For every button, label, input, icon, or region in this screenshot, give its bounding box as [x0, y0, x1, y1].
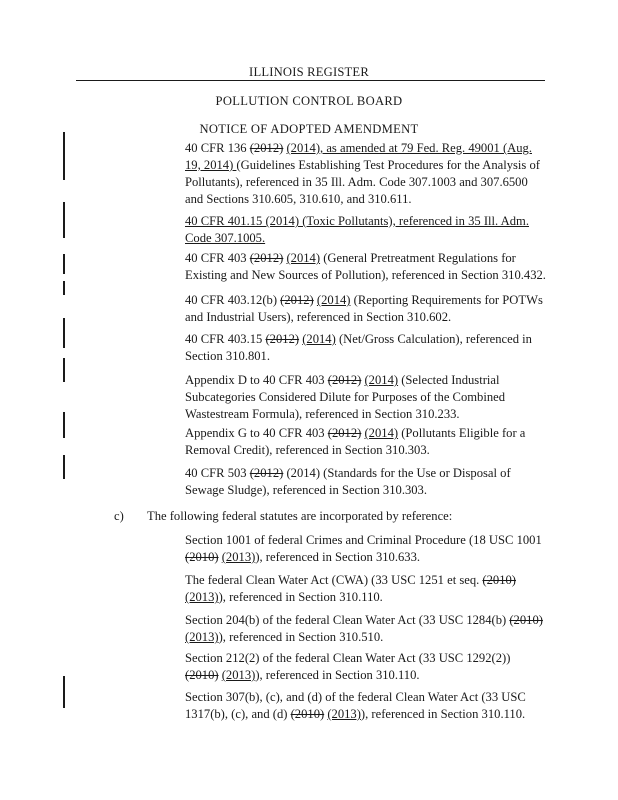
reference-item: 40 CFR 136 (2012) (2014), as amended at 79 Fed. Reg. 49001 (Aug. 19, 2014) (Guidelines Establishing Test Procedures for the Analysis of Pollutants), referenced in 35 Ill. Adm. Code 307.1003 and 307.6500 and Sections 310.605, 310.610, and 310.611.: [185, 141, 540, 206]
inserted-text: (2013): [221, 668, 256, 682]
inserted-text: (2014): [364, 373, 399, 387]
change-bar: [63, 281, 65, 295]
deleted-text: (2012): [327, 373, 362, 387]
deleted-text: (2010): [185, 550, 219, 564]
inserted-text: (2014): [286, 251, 321, 265]
reference-item: [185, 213, 547, 247]
inserted-text: (2013): [185, 590, 219, 604]
statute-item: Section 1001 of federal Crimes and Criminal Procedure (18 USC 1001 (2010) (2013)), referenced in Section 310.633.: [185, 533, 542, 564]
inserted-text: (2014): [364, 426, 399, 440]
deleted-text: (2012): [249, 251, 284, 265]
inserted-text: (2014), as amended at 79 Fed. Reg. 49001 (Aug. 19, 2014): [185, 141, 532, 172]
subsection-label: c): [114, 509, 124, 523]
deleted-text: (2012): [327, 426, 362, 440]
change-bar: [63, 202, 65, 238]
reference-item: Appendix D to 40 CFR 403 (2012) (2014) (Selected Industrial Subcategories Considered Dilute for Purposes of the Combined Wastestream Formula), referenced in Section 310.233.: [185, 373, 506, 421]
deleted-text: (2010): [509, 613, 543, 627]
statute-item: The federal Clean Water Act (CWA) (33 USC 1251 et seq. (2010) (2013)), referenced in Section 310.110.: [185, 573, 516, 604]
change-bar: [63, 318, 65, 348]
change-bar: [63, 676, 65, 708]
reference-item: 40 CFR 503 (2012) (2014) (Standards for the Use or Disposal of Sewage Sludge), referenced in Section 310.303.: [185, 466, 511, 497]
notice-title: NOTICE OF ADOPTED AMENDMENT: [199, 122, 419, 136]
statute-item: Section 307(b), (c), and (d) of the federal Clean Water Act (33 USC 1317(b), (c), and (d) (2010) (2013)), referenced in Section 310.110.: [185, 690, 526, 721]
change-bar: [63, 412, 65, 438]
reference-item: 40 CFR 403.15 (2012) (2014) (Net/Gross Calculation), referenced in Section 310.801.: [185, 332, 532, 363]
inserted-text: (2014): [316, 293, 351, 307]
inserted-text: (2013): [185, 630, 219, 644]
deleted-text: (2012): [249, 141, 284, 155]
reference-item: 40 CFR 403.12(b) (2012) (2014) (Reporting Requirements for POTWs and Industrial Users), referenced in Section 310.602.: [185, 293, 543, 324]
inserted-text: (2013): [221, 550, 256, 564]
change-bar: [63, 254, 65, 274]
change-bar: [63, 358, 65, 382]
statute-item: Section 212(2) of the federal Clean Water Act (33 USC 1292(2)) (2010) (2013)), referenced in Section 310.110.: [185, 651, 511, 682]
inserted-text: (2013): [327, 707, 361, 721]
deleted-text: (2012): [249, 466, 284, 480]
deleted-text: (2012): [265, 332, 300, 346]
deleted-text: (2010): [185, 668, 219, 682]
change-bar: [63, 132, 65, 180]
inserted-text: 40 CFR 401.15 (2014) (Toxic Pollutants), referenced in 35 Ill. Adm. Code 307.1005.: [185, 214, 529, 245]
deleted-text: (2010): [290, 707, 325, 721]
change-bar: [63, 455, 65, 479]
statute-item: Section 204(b) of the federal Clean Water Act (33 USC 1284(b) (2010) (2013)), referenced in Section 310.510.: [185, 613, 543, 644]
deleted-text: (2012): [280, 293, 314, 307]
deleted-text: (2010): [482, 573, 516, 587]
header-title: ILLINOIS REGISTER: [249, 65, 369, 79]
header-rule: [76, 80, 545, 81]
reference-item: 40 CFR 403 (2012) (2014) (General Pretreatment Regulations for Existing and New Sources of Pollution), referenced in Section 310.432.: [185, 251, 546, 282]
inserted-text: (2014): [302, 332, 336, 346]
reference-item: Appendix G to 40 CFR 403 (2012) (2014) (Pollutants Eligible for a Removal Credit), referenced in Section 310.303.: [185, 426, 526, 457]
subsection-text: The following federal statutes are incorporated by reference:: [147, 509, 453, 523]
agency-title: POLLUTION CONTROL BOARD: [215, 94, 403, 108]
